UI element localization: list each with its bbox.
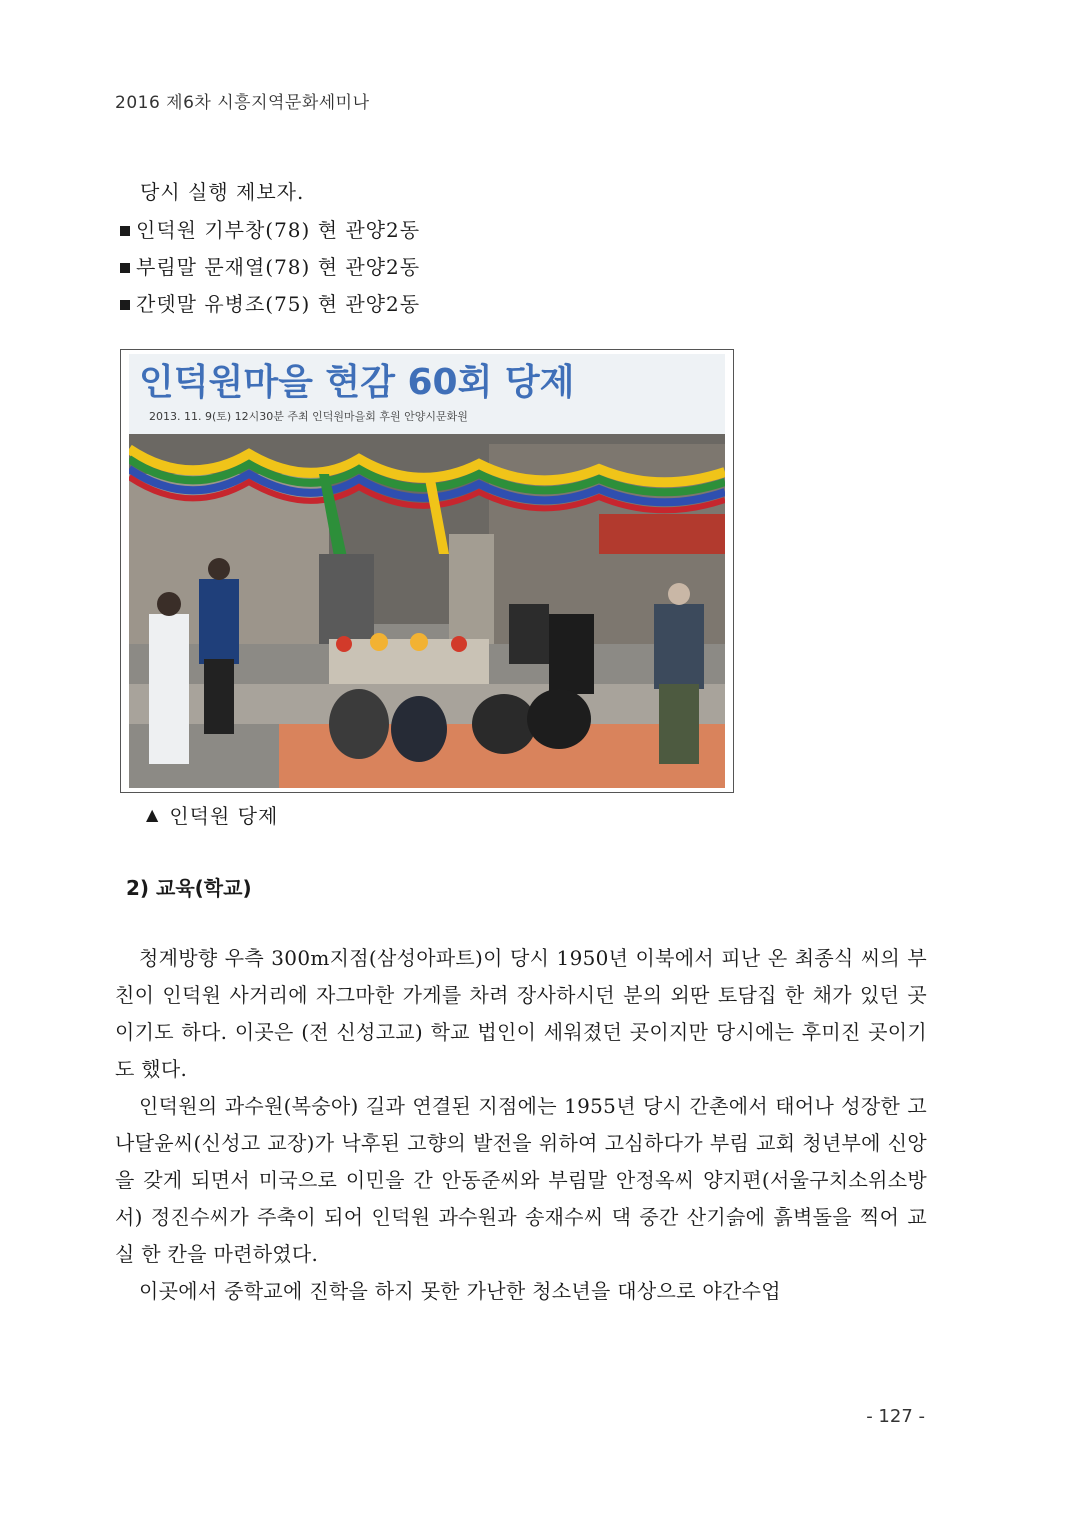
section-heading: 2) 교육(학교): [126, 876, 252, 900]
list-item: [120, 249, 420, 286]
informant-text: 인덕원 기부창(78) 현 관양2동: [136, 218, 421, 242]
body-text: [115, 940, 927, 1310]
page-number: - 127 -: [866, 1406, 925, 1427]
triangle-up-icon: ▲: [146, 805, 160, 824]
bullet-square-icon: [120, 226, 130, 236]
list-item: [120, 212, 420, 249]
photo-frame: [120, 349, 734, 793]
running-header: 2016 제6차 시흥지역문화세미나: [115, 93, 370, 113]
banner-main-text: 인덕원마을 현감 60회 당제: [139, 362, 575, 403]
paragraph: 이곳에서 중학교에 진학을 하지 못한 가난한 청소년을 대상으로 야간수업: [139, 1279, 781, 1303]
informant-text: 부림말 문재열(78) 현 관양2동: [136, 255, 421, 279]
informant-list: [120, 212, 420, 323]
ritual-photo: [129, 354, 725, 788]
caption-text: 인덕원 당제: [169, 804, 279, 828]
paragraph: 인덕원의 과수원(복숭아) 길과 연결된 지점에는 1955년 당시 간촌에서 태어나 성장한 고 나달윤씨(신성고 교장)가 낙후된 고향의 발전을 위하여 고심하다가 부림 교회 청년부에 신앙을 갖게 되면서 미국으로 이민을 간 안동준씨와 부림말 안정옥씨 양지편(서울구치소위소방서) 정진수씨가 주축이 되어 인덕원 과수원과 송재수씨 댁 중간 산기슭에 흙벽돌을 찍어 교실 한 칸을 마련하였다.: [115, 1094, 927, 1266]
informant-text: 간뎃말 유병조(75) 현 관양2동: [136, 292, 421, 316]
photo-caption: [146, 800, 278, 829]
list-item: [120, 286, 420, 323]
paragraph: 청계방향 우측 300m지점(삼성아파트)이 당시 1950년 이북에서 피난 온 최종식 씨의 부친이 인덕원 사거리에 자그마한 가게를 차려 장사하시던 분의 외딴 토담집 한 채가 있던 곳이기도 하다. 이곳은 (전 신성고교) 학교 법인이 세워졌던 곳이지만 당시에는 후미진 곳이기도 했다.: [115, 946, 927, 1081]
banner-sub-text: 2013. 11. 9(토) 12시30분 주최 인덕원마을회 후원 안양시문화원: [149, 410, 468, 423]
bullet-square-icon: [120, 300, 130, 310]
bullet-square-icon: [120, 263, 130, 273]
informant-intro: 당시 실행 제보자.: [140, 180, 305, 204]
